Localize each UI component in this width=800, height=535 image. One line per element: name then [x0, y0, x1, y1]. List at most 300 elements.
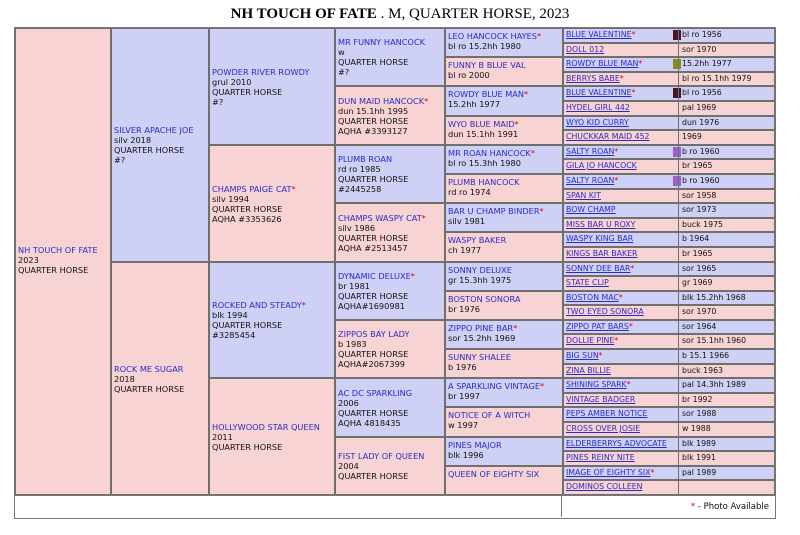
cell-divider [678, 394, 679, 406]
horse-name-line [448, 119, 560, 129]
horse-name-line [448, 60, 560, 70]
horse-name-link[interactable]: HYDEL GIRL 442 [566, 103, 630, 112]
photo-available-marker: * [537, 31, 542, 41]
photo-available-marker: * [619, 74, 624, 83]
cell-divider [678, 481, 679, 494]
horse-info: grul 2010 [212, 76, 252, 87]
horse-cell[interactable] [209, 262, 335, 378]
horse-info: silv 1981 [448, 216, 486, 226]
photo-available-marker: * [650, 468, 655, 477]
horse-name-link[interactable]: DOLLIE PINE [566, 336, 615, 345]
horse-name-link[interactable]: HOLLYWOOD STAR QUEEN [212, 421, 320, 432]
horse-cell[interactable] [335, 28, 445, 86]
horse-name-link[interactable]: DYNAMIC DELUXE [338, 271, 411, 281]
cell-divider [678, 277, 679, 290]
horse-name-line [566, 103, 630, 112]
horse-info: bl ro 15.3hh 1980 [448, 158, 521, 168]
horse-name-line [566, 366, 611, 375]
horse-cell[interactable] [445, 28, 563, 57]
horse-info: bl ro 1956 [682, 30, 722, 39]
photo-available-marker: * [626, 380, 631, 389]
horse-name-link[interactable]: BLUE VALENTINE [566, 88, 632, 97]
horse-name-link[interactable]: MR ROAN HANCOCK [448, 148, 531, 158]
horse-name-link[interactable]: FUNNY B BLUE VAL [448, 60, 526, 70]
horse-name-link[interactable]: ELDERBERRYS ADVOCATE [566, 439, 667, 448]
color-swatch-icon [673, 176, 681, 186]
horse-name-line [448, 381, 560, 391]
horse-registration: AQHA #3393127 [338, 125, 408, 136]
cell-divider [678, 423, 679, 436]
horse-name-line [566, 453, 635, 462]
horse-name-link[interactable]: ZIPPOS BAY LADY [338, 329, 410, 339]
horse-cell[interactable] [563, 101, 775, 116]
photo-available-marker: * [614, 147, 619, 156]
horse-name-line [566, 147, 618, 156]
horse-name-link[interactable]: ROWDY BLUE MAN [566, 59, 639, 68]
horse-info: br 1981 [338, 281, 371, 291]
horse-name-link[interactable]: CHUCKKAR MAID 452 [566, 132, 650, 141]
horse-name-link[interactable]: FIST LADY OF QUEEN [338, 451, 425, 461]
horse-name-line [566, 249, 637, 258]
horse-cell[interactable] [335, 437, 445, 495]
horse-cell[interactable] [563, 159, 775, 174]
cell-divider [678, 58, 679, 71]
legend-star: * [690, 502, 696, 512]
horse-info: bl ro 15.2hh 1980 [448, 41, 521, 51]
horse-name-link[interactable]: SILVER APACHE JOE [114, 125, 194, 135]
horse-cell[interactable] [445, 320, 563, 349]
horse-name-line [566, 132, 650, 141]
horse-cell[interactable] [563, 28, 775, 43]
page-title [0, 6, 800, 23]
color-swatch-icon [673, 59, 681, 69]
horse-name-link[interactable]: SHINING SPARK [566, 380, 627, 389]
horse-info: silv 1994 [212, 193, 250, 204]
horse-cell[interactable] [563, 116, 775, 130]
horse-cell[interactable] [445, 86, 563, 116]
horse-name-link[interactable]: SONNY DEE BAR [566, 264, 631, 273]
horse-info: dun 15.1hh 1991 [448, 129, 519, 139]
horse-cell[interactable] [563, 422, 775, 437]
horse-registration: AQHA #2513457 [338, 242, 408, 253]
horse-name-line [566, 45, 604, 54]
photo-available-marker: * [628, 322, 633, 331]
horse-info: bl ro 1956 [682, 88, 722, 97]
horse-name-link[interactable]: LEO HANCOCK HAYES [448, 31, 538, 41]
horse-name-line [212, 300, 332, 310]
horse-name-link[interactable]: MR FUNNY HANCOCK [338, 37, 426, 47]
horse-name-link[interactable]: PINES MAJOR [448, 440, 502, 450]
horse-name-line [566, 439, 667, 448]
horse-name-link[interactable]: SALTY ROAN [566, 176, 615, 185]
horse-cell[interactable] [445, 232, 563, 262]
horse-name-line [448, 410, 560, 420]
horse-cell[interactable] [563, 57, 775, 72]
horse-name-line [448, 89, 560, 99]
cell-divider [678, 219, 679, 231]
horse-info: blk 1989 [682, 439, 716, 448]
horse-name-link[interactable]: BOSTON SONORA [448, 294, 521, 304]
horse-cell[interactable] [563, 305, 775, 320]
horse-cell[interactable] [445, 57, 563, 86]
photo-available-marker: * [631, 88, 636, 97]
horse-cell[interactable] [445, 378, 563, 407]
horse-name-link[interactable]: POWDER RIVER ROWDY [212, 66, 310, 77]
horse-cell[interactable] [563, 334, 775, 349]
horse-cell[interactable] [563, 232, 775, 247]
horse-registration: #? [338, 67, 350, 77]
horse-cell[interactable] [563, 247, 775, 262]
horse-cell[interactable] [111, 28, 209, 262]
horse-info: blk 1996 [448, 450, 484, 460]
horse-name-link[interactable]: AC DC SPARKLING [338, 387, 413, 398]
photo-available-marker: * [614, 336, 619, 345]
horse-cell[interactable] [335, 262, 445, 320]
color-swatch-icon [673, 147, 681, 157]
horse-info: rd ro 1985 [338, 164, 381, 174]
cell-divider [678, 233, 679, 246]
horse-cell[interactable] [209, 378, 335, 495]
horse-name-link[interactable]: WYO BLUE MAID [448, 119, 515, 129]
horse-breed: QUARTER HORSE [338, 232, 409, 243]
horse-breed: QUARTER HORSE [212, 203, 283, 214]
horse-cell[interactable] [563, 72, 775, 86]
horse-name-line [338, 154, 442, 164]
horse-name-link[interactable]: DUN MAID HANCOCK [338, 95, 425, 106]
horse-name-link[interactable]: QUEEN OF EIGHTY SIX [448, 469, 540, 479]
cell-divider [678, 438, 679, 450]
horse-name-link[interactable]: SUNNY SHALEE [448, 352, 511, 362]
horse-name-link[interactable]: IMAGE OF EIGHTY SIX [566, 468, 651, 477]
horse-name-link[interactable]: A SPARKLING VINTAGE [448, 381, 540, 391]
horse-name-link[interactable]: BAR U CHAMP BINDER [448, 206, 540, 216]
horse-info: w 1997 [448, 420, 479, 430]
horse-name-link[interactable]: NH TOUCH OF FATE [18, 245, 98, 255]
horse-name-link[interactable]: CHAMPS WASPY CAT [338, 212, 422, 223]
horse-info: gr 15.3hh 1975 [448, 275, 512, 285]
cell-divider [678, 365, 679, 377]
horse-name-link[interactable]: PINES REINY NITE [566, 453, 635, 462]
horse-info: dun 1976 [682, 118, 720, 127]
cell-divider [678, 408, 679, 421]
cell-divider [678, 146, 679, 158]
horse-name-line [448, 206, 560, 216]
horse-info: b ro 1960 [682, 176, 720, 185]
horse-name-link[interactable]: ROCKED AND STEADY [212, 300, 302, 310]
horse-info: ch 1977 [448, 245, 482, 255]
horse-info: 15.2hh 1977 [448, 99, 501, 109]
horse-cell[interactable] [335, 203, 445, 262]
horse-breed: QUARTER HORSE [338, 115, 409, 126]
horse-breed: QUARTER HORSE [338, 174, 409, 184]
horse-cell[interactable] [563, 437, 775, 451]
horse-name-line [338, 388, 442, 398]
horse-info: sor 1965 [682, 264, 717, 273]
horse-cell[interactable] [445, 466, 563, 495]
horse-name-line [566, 161, 637, 170]
horse-registration: AQHA#1690981 [338, 301, 405, 311]
horse-registration: AQHA #3353626 [212, 213, 282, 224]
horse-cell[interactable] [563, 320, 775, 334]
horse-info: b 15.1 1966 [682, 351, 730, 360]
color-swatch-icon [673, 88, 681, 98]
horse-name-link[interactable]: ZINA BILLIE [566, 366, 611, 375]
horse-info: sor 1988 [682, 409, 717, 418]
horse-name-line [566, 264, 634, 273]
horse-registration: #? [212, 96, 224, 107]
horse-info: sor 15.1hh 1960 [682, 336, 747, 345]
horse-cell[interactable] [445, 291, 563, 320]
horse-name-link[interactable]: PLUMB HANCOCK [448, 177, 520, 187]
horse-name-link[interactable]: WASPY BAKER [448, 235, 507, 245]
horse-name-link[interactable]: ROWDY BLUE MAN [448, 89, 525, 99]
photo-available-marker: * [630, 264, 635, 273]
horse-name-line [448, 440, 560, 450]
horse-name-link[interactable]: ROCK ME SUGAR [114, 363, 184, 374]
horse-info: buck 1975 [682, 220, 724, 229]
horse-name-link[interactable]: SONNY DELUXE [448, 265, 512, 275]
horse-info: pal 1989 [682, 468, 717, 477]
horse-cell[interactable] [445, 349, 563, 378]
photo-available-marker: * [291, 183, 296, 194]
horse-cell[interactable] [445, 116, 563, 145]
horse-name-line [448, 323, 560, 333]
photo-available-marker: * [618, 293, 623, 302]
horse-info: 2006 [338, 397, 359, 408]
horse-name-link[interactable]: PLUMB ROAN [338, 154, 393, 164]
horse-name-link[interactable]: SALTY ROAN [566, 147, 615, 156]
horse-name-link[interactable]: BOSTON MAC [566, 293, 619, 302]
horse-name-link[interactable]: STATE CLIP [566, 278, 609, 287]
horse-name-line [448, 177, 560, 187]
cell-divider [678, 452, 679, 465]
horse-info: blk 1991 [682, 453, 716, 462]
horse-name-link[interactable]: PEPS AMBER NOTICE [566, 409, 648, 418]
horse-name-link[interactable]: BOW CHAMP [566, 205, 616, 214]
horse-cell[interactable] [209, 28, 335, 145]
cell-divider [678, 160, 679, 173]
horse-cell[interactable] [445, 203, 563, 232]
horse-cell[interactable] [445, 262, 563, 291]
horse-info: gr 1969 [682, 278, 713, 287]
cell-divider [678, 44, 679, 56]
horse-info: sor 1970 [682, 307, 717, 316]
horse-cell[interactable] [335, 320, 445, 378]
horse-cell[interactable] [563, 480, 775, 495]
horse-name-line [212, 184, 332, 194]
horse-name-link[interactable]: DOLL 012 [566, 45, 605, 54]
horse-cell[interactable] [563, 407, 775, 422]
horse-name-line [566, 191, 601, 200]
horse-name-link[interactable]: CROSS OVER JOSIE [566, 424, 641, 433]
horse-info: br 1976 [448, 304, 481, 314]
horse-cell[interactable] [335, 145, 445, 203]
legend-label: - Photo Available [695, 502, 769, 512]
horse-breed: QUARTER HORSE [338, 349, 409, 359]
horse-name-line [448, 148, 560, 158]
horse-name-line [566, 176, 618, 185]
horse-name-link[interactable]: WASPY KING BAR [566, 234, 634, 243]
horse-name-line [566, 395, 635, 404]
horse-cell[interactable] [563, 145, 775, 159]
horse-info: w [338, 47, 345, 57]
horse-name-line [212, 67, 332, 77]
horse-name-link[interactable]: ZIPPO PINE BAR [448, 323, 514, 333]
cell-divider [678, 263, 679, 275]
horse-name-link[interactable]: CHAMPS PAIGE CAT [212, 183, 292, 194]
horse-cell[interactable] [563, 262, 775, 276]
horse-name-line [566, 30, 635, 39]
horse-cell[interactable] [563, 364, 775, 378]
horse-name-link[interactable]: DOMINOS COLLEEN [566, 482, 643, 491]
horse-info: b 1964 [682, 234, 710, 243]
horse-info: sor 1958 [682, 191, 717, 200]
title-horse-name: NH TOUCH OF FATE [230, 6, 377, 22]
horse-name-line [566, 409, 647, 418]
horse-info: silv 1986 [338, 222, 376, 233]
horse-name-line [448, 352, 560, 362]
photo-available-marker: * [530, 148, 535, 158]
horse-name-link[interactable]: KINGS BAR BAKER [566, 249, 638, 258]
horse-registration: #3285454 [212, 330, 256, 340]
horse-info: sor 1964 [682, 322, 717, 331]
cell-divider [678, 204, 679, 217]
horse-name-link[interactable]: ZIPPO PAT BARS [566, 322, 629, 331]
horse-name-line [448, 235, 560, 245]
horse-breed: QUARTER HORSE [212, 86, 283, 97]
horse-name-link[interactable]: GILA JO HANCOCK [566, 161, 637, 170]
horse-info: 2018 [114, 373, 135, 384]
horse-cell[interactable] [335, 86, 445, 145]
title-details: . M, QUARTER HORSE, 2023 [376, 6, 570, 22]
horse-cell[interactable] [563, 378, 775, 393]
horse-cell[interactable] [563, 43, 775, 57]
horse-info: b 1983 [338, 339, 367, 349]
horse-name-line [566, 88, 635, 97]
photo-available-marker: * [301, 300, 306, 310]
horse-cell[interactable] [563, 349, 775, 364]
horse-info: dun 15.1hh 1995 [338, 105, 409, 116]
horse-cell[interactable] [111, 262, 209, 495]
horse-registration: #? [114, 155, 126, 165]
horse-cell[interactable] [445, 174, 563, 203]
horse-info: sor 15.2hh 1969 [448, 333, 516, 343]
horse-cell[interactable] [563, 189, 775, 203]
horse-name-link[interactable]: SPAN KIT [566, 191, 601, 200]
horse-name-line [566, 234, 633, 243]
horse-name-link[interactable]: TWO EYED SONORA [566, 307, 644, 316]
cell-divider [678, 306, 679, 319]
cell-divider [678, 73, 679, 85]
horse-name-line [566, 74, 624, 83]
horse-cell[interactable] [563, 174, 775, 189]
horse-name-link[interactable]: NOTICE OF A WITCH [448, 410, 531, 420]
horse-name-line [448, 31, 560, 41]
horse-name-line [566, 351, 603, 360]
horse-name-link[interactable]: BLUE VALENTINE [566, 30, 632, 39]
horse-cell[interactable] [563, 218, 775, 232]
horse-name-line [566, 118, 629, 127]
horse-breed: QUARTER HORSE [338, 407, 409, 418]
horse-name-line [338, 271, 442, 281]
horse-cell[interactable] [563, 393, 775, 407]
horse-name-line [448, 294, 560, 304]
horse-breed: QUARTER HORSE [18, 265, 89, 275]
horse-name-link[interactable]: MISS BAR U ROXY [566, 220, 636, 229]
horse-info: br 1965 [682, 249, 713, 258]
horse-breed: QUARTER HORSE [338, 291, 409, 301]
horse-name-line [566, 380, 631, 389]
horse-name-link[interactable]: VINTAGE BADGER [566, 395, 636, 404]
horse-name-link[interactable]: WYO KID CURRY [566, 118, 629, 127]
horse-name-line [566, 205, 616, 214]
horse-cell[interactable] [563, 130, 775, 145]
horse-info: sor 1970 [682, 45, 717, 54]
cell-divider [678, 190, 679, 202]
cell-divider [678, 175, 679, 188]
horse-name-line [566, 336, 618, 345]
horse-name-line [566, 424, 640, 433]
cell-divider [678, 87, 679, 100]
photo-available-marker: * [514, 119, 519, 129]
cell-divider [678, 117, 679, 129]
horse-info: sor 1973 [682, 205, 717, 214]
horse-name-line [566, 468, 654, 477]
photo-available-marker: * [631, 30, 636, 39]
color-swatch-icon [673, 30, 681, 40]
horse-name-line [338, 37, 442, 47]
horse-name-line [566, 307, 644, 316]
horse-cell[interactable] [445, 407, 563, 437]
photo-available-marker: * [638, 59, 643, 68]
horse-cell[interactable] [335, 378, 445, 437]
horse-breed: QUARTER HORSE [212, 320, 283, 330]
horse-info: br 1965 [682, 161, 713, 170]
horse-name-link[interactable]: BIG SUN [566, 351, 599, 360]
horse-name-line [566, 293, 623, 302]
photo-available-marker: * [513, 323, 518, 333]
cell-divider [678, 292, 679, 304]
horse-name-line [114, 125, 206, 135]
horse-cell[interactable] [563, 276, 775, 291]
horse-cell[interactable] [563, 86, 775, 101]
horse-cell[interactable] [445, 437, 563, 466]
horse-info: 2011 [212, 431, 233, 442]
horse-cell[interactable] [563, 291, 775, 305]
horse-info: buck 1963 [682, 366, 724, 375]
horse-cell[interactable] [445, 145, 563, 174]
photo-available-marker: * [421, 212, 426, 223]
horse-info: 1969 [682, 132, 702, 141]
horse-cell[interactable] [563, 203, 775, 218]
cell-divider [678, 29, 679, 42]
horse-info: b 1976 [448, 362, 477, 372]
horse-cell[interactable] [209, 145, 335, 262]
horse-info: blk 1994 [212, 310, 248, 320]
cell-divider [678, 131, 679, 144]
horse-cell[interactable] [563, 451, 775, 466]
horse-cell[interactable] [563, 466, 775, 480]
horse-name-link[interactable]: BERRYS BABE [566, 74, 620, 83]
horse-info: silv 2018 [114, 135, 152, 145]
horse-cell[interactable] [15, 28, 111, 495]
horse-registration: AQHA 4818435 [338, 417, 401, 428]
horse-name-line [338, 329, 442, 339]
horse-info: 2004 [338, 461, 359, 471]
pedigree-table [14, 27, 776, 519]
photo-available-marker: * [539, 206, 544, 216]
horse-info: pal 1969 [682, 103, 717, 112]
